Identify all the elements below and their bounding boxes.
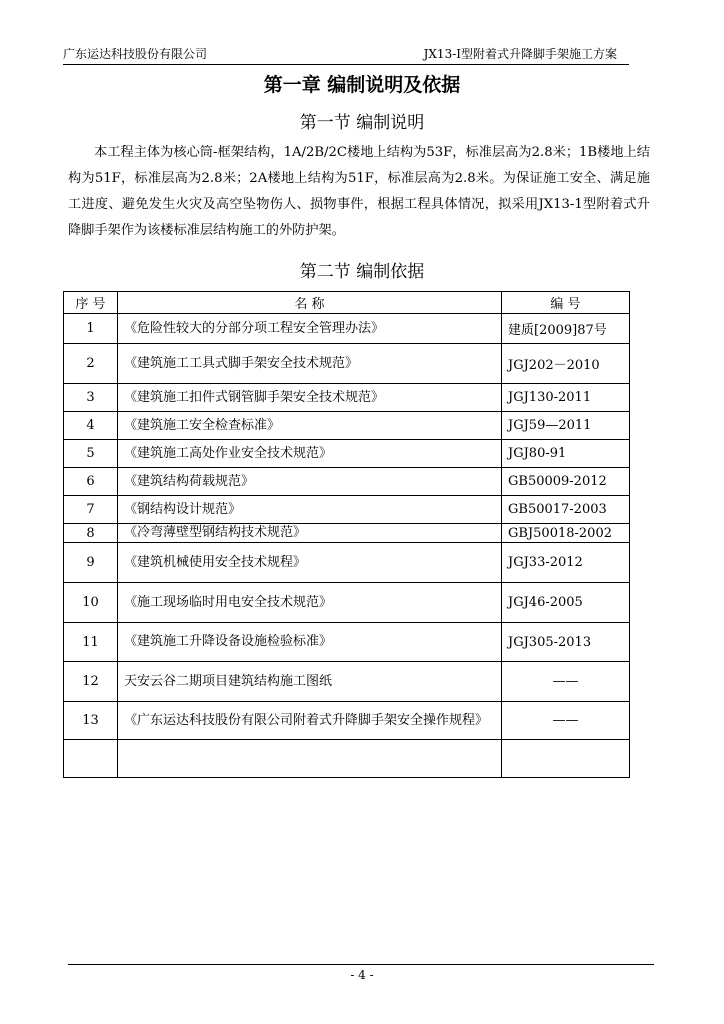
table-row [64,384,630,412]
row-code: 建质[2009]87号 [502,314,630,344]
row-no: 13 [64,702,118,740]
header-no: 序 号 [64,292,118,314]
table-row [64,440,630,468]
row-name: 《冷弯薄壁型钢结构技术规范》 [118,524,502,543]
row-no: 12 [64,662,118,702]
row-name: 《施工现场临时用电安全技术规范》 [118,583,502,623]
row-name: 《建筑施工工具式脚手架安全技术规范》 [118,344,502,384]
row-name: 《建筑结构荷载规范》 [118,468,502,496]
table-row [64,524,630,543]
row-no: 9 [64,543,118,583]
header-company: 广东运达科技股份有限公司 [63,47,208,61]
table-row-empty [64,740,630,778]
row-code: GBJ50018-2002 [502,524,630,543]
table-header-row [64,292,630,314]
table-row [64,412,630,440]
empty-cell [64,740,118,778]
row-name: 《建筑施工高处作业安全技术规范》 [118,440,502,468]
row-name: 《广东运达科技股份有限公司附着式升降脚手架安全操作规程》 [118,702,502,740]
row-code: JGJ80-91 [502,440,630,468]
row-no: 11 [64,623,118,662]
footer-divider [68,964,654,965]
table-row [64,583,630,623]
header-name: 名 称 [118,292,502,314]
table-row [64,314,630,344]
row-name: 《钢结构设计规范》 [118,496,502,524]
row-no: 1 [64,314,118,344]
page-header [63,47,629,65]
empty-cell [502,740,630,778]
row-name: 《建筑施工安全检查标准》 [118,412,502,440]
row-no: 8 [64,524,118,543]
table-row [64,543,630,583]
row-code: —— [502,702,630,740]
table-row [64,344,630,384]
section-title-basis: 第二节 编制依据 [299,262,425,282]
row-no: 10 [64,583,118,623]
row-no: 2 [64,344,118,384]
table-row [64,496,630,524]
row-code: JGJ305-2013 [502,623,630,662]
row-no: 4 [64,412,118,440]
row-name: 《建筑施工升降设备设施检验标准》 [118,623,502,662]
row-name: 《建筑施工扣件式钢管脚手架安全技术规范》 [118,384,502,412]
row-no: 5 [64,440,118,468]
basis-table [63,291,630,778]
row-name: 天安云谷二期项目建筑结构施工图纸 [118,662,502,702]
section-title-description: 第一节 编制说明 [299,113,425,133]
table-row [64,662,630,702]
row-code: —— [502,662,630,702]
row-code: GB50009-2012 [502,468,630,496]
table-row [64,468,630,496]
empty-cell [118,740,502,778]
table-row [64,623,630,662]
row-no: 3 [64,384,118,412]
table-row [64,702,630,740]
row-code: JGJ130-2011 [502,384,630,412]
row-name: 《危险性较大的分部分项工程安全管理办法》 [118,314,502,344]
row-code: GB50017-2003 [502,496,630,524]
row-code: JGJ46-2005 [502,583,630,623]
chapter-title: 第一章 编制说明及依据 [263,74,461,96]
page-number: - 4 - [350,968,374,982]
row-name: 《建筑机械使用安全技术规程》 [118,543,502,583]
row-code: JGJ59—2011 [502,412,630,440]
row-code: JGJ33-2012 [502,543,630,583]
row-code: JGJ202－2010 [502,344,630,384]
row-no: 7 [64,496,118,524]
description-text: 本工程主体为核心筒-框架结构，1A/2B/2C楼地上结构为53F，标准层高为2.8米；1B楼地上结构为51F，标准层高为2.8米；2A楼地上结构为51F，标准层高为2.8米。为保证施工安全、满足施工进度、避免发生火灾及高空坠物伤人、损物事件，根据工程具体情况，拟采用JX13-1型附着式升降脚手架作为该楼标准层结构施工的外防护架。 [68,145,650,238]
header-doc-title: JX13-Ⅰ型附着式升降脚手架施工方案 [423,47,617,61]
header-code: 编 号 [502,292,630,314]
description-paragraph [68,140,650,244]
row-no: 6 [64,468,118,496]
